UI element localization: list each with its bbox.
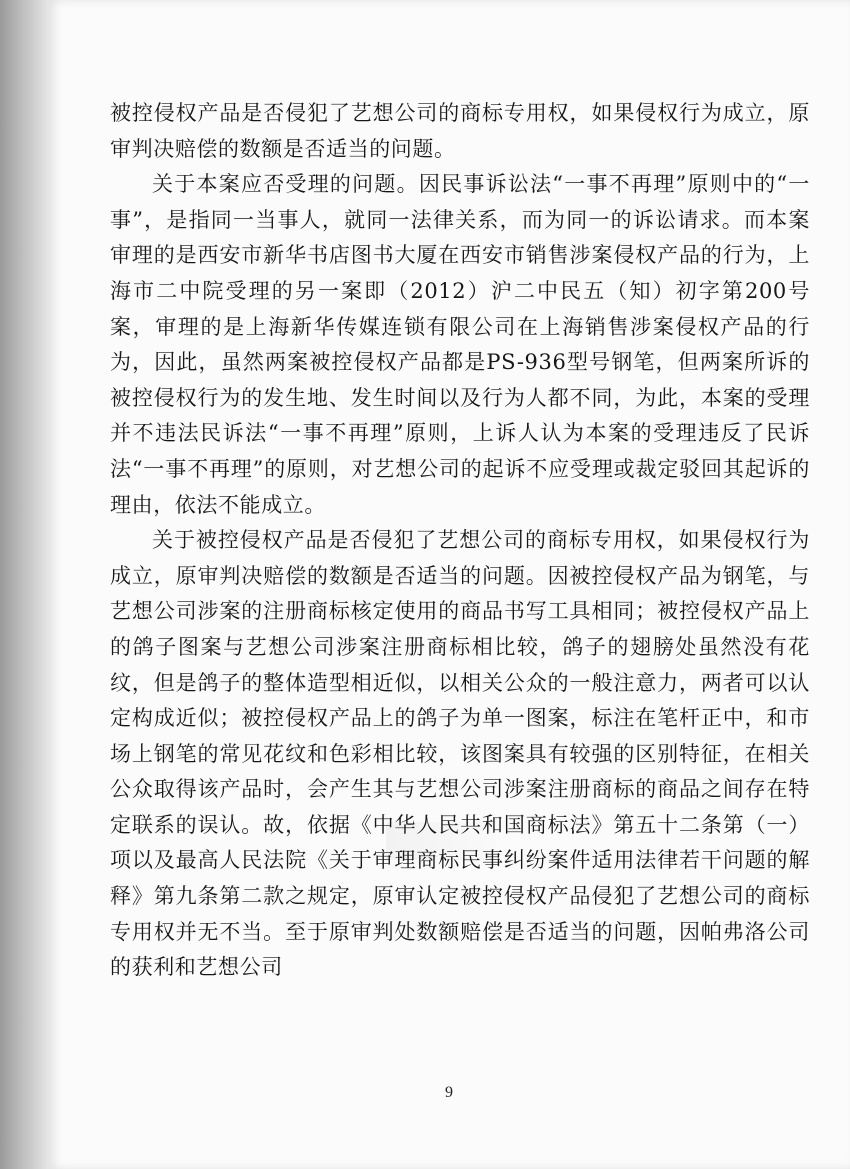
page-number: 9 [445, 1084, 453, 1101]
scan-edge [0, 0, 48, 1169]
document-body [110, 96, 810, 986]
paragraph-trademark-infringement: 关于被控侵权产品是否侵犯了艺想公司的商标专用权，如果侵权行为成立，原审判决赔偿的数额是否适当的问题。因被控侵权产品为钢笔，与艺想公司涉案的注册商标核定使用的商品书写工具相同；被控侵权产品上的鸽子图案与艺想公司涉案注册商标相比较，鸽子的翅膀处虽然没有花纹，但是鸽子的整体造型相近似，以相关公众的一般注意力，两者可以认定构成近似；被控侵权产品上的鸽子为单一图案，标注在笔杆正中，和市场上钢笔的常见花纹和色彩相比较，该图案具有较强的区别特征，在相关公众取得该产品时，会产生其与艺想公司涉案注册商标的商品之间存在特定联系的误认。故，依据《中华人民共和国商标法》第五十二条第（一）项以及最高人民法院《关于审理商标民事纠纷案件适用法律若干问题的解释》第九条第二款之规定，原审认定被控侵权产品侵犯了艺想公司的商标专用权并无不当。至于原审判处数额赔偿是否适当的问题，因帕弗洛公司的获利和艺想公司 [110, 528, 810, 980]
paragraph-case-acceptance: 关于本案应否受理的问题。因民事诉讼法“一事不再理”原则中的“一事”，是指同一当事人，就同一法律关系，而为同一的诉讼请求。而本案审理的是西安市新华书店图书大厦在西安市销售涉案侵权产品的行为，上海市二中院受理的另一案即（2012）沪二中民五（知）初字第200号案，审理的是上海新华传媒连锁有限公司在上海销售涉案侵权产品的行为，因此，虽然两案被控侵权产品都是PS-936型号钢笔，但两案所诉的被控侵权行为的发生地、发生时间以及行为人都不同，为此，本案的受理并不违法民诉法“一事不再理”原则，上诉人认为本案的受理违反了民诉法“一事不再理”的原则，对艺想公司的起诉不应受理或裁定驳回其起诉的理由，依法不能成立。 [110, 172, 810, 517]
paragraph-continuation: 被控侵权产品是否侵犯了艺想公司的商标专用权，如果侵权行为成立，原审判决赔偿的数额是否适当的问题。 [110, 101, 810, 161]
document-page [48, 0, 850, 1169]
